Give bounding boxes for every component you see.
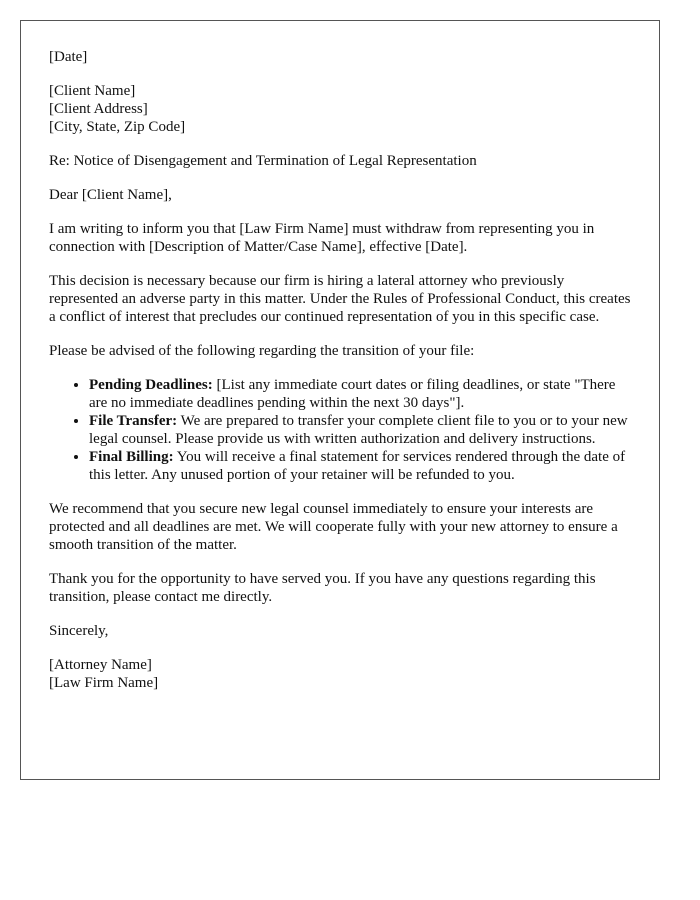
letter-document (20, 20, 660, 780)
salutation: Dear [Client Name], (49, 187, 172, 203)
paragraph-thanks: Thank you for the opportunity to have served you. If you have any questions regarding this transition, please contact me directly. (49, 571, 596, 605)
list-item-title: File Transfer: (89, 413, 178, 429)
list-item-title: Pending Deadlines: (89, 377, 213, 393)
recipient-block (49, 82, 631, 136)
recipient-name: [Client Name] (49, 83, 136, 99)
list-item-pending-deadlines (89, 376, 631, 412)
list-item-file-transfer (89, 412, 631, 448)
signature-name: [Attorney Name] (49, 657, 152, 673)
paragraph-transition-intro: Please be advised of the following regarding the transition of your file: (49, 343, 475, 359)
paragraph-withdrawal: I am writing to inform you that [Law Firm Name] must withdraw from representing you in connection with [Description of Matter/Case Name], effective [Date]. (49, 221, 595, 255)
paragraph-reason: This decision is necessary because our firm is hiring a lateral attorney who previously represented an adverse party in this matter. Under the Rules of Professional Conduct, this creates a conflict of interest that precludes our continued representation of you in this specific case. (49, 273, 631, 325)
recipient-address: [Client Address] (49, 101, 148, 117)
transition-list (49, 376, 631, 484)
signature-firm: [Law Firm Name] (49, 675, 159, 691)
list-item-text: [List any immediate court dates or filing deadlines, or state "There are no immediate deadlines pending within the next 30 days"]. (89, 377, 616, 411)
recipient-city-state-zip: [City, State, Zip Code] (49, 119, 186, 135)
list-item-text: We are prepared to transfer your complete client file to you or to your new legal counsel. Please provide us with written authorization and delivery instructions. (89, 413, 628, 447)
letter-date: [Date] (49, 49, 88, 65)
paragraph-recommendation: We recommend that you secure new legal counsel immediately to ensure your interests are protected and all deadlines are met. We will cooperate fully with your new attorney to ensure a smooth transition of the matter. (49, 501, 618, 553)
closing: Sincerely, (49, 623, 109, 639)
list-item-title: Final Billing: (89, 449, 174, 465)
signature-block (49, 656, 631, 692)
list-item-text: You will receive a final statement for services rendered through the date of this letter. Any unused portion of your retainer will be refunded to you. (89, 449, 626, 483)
list-item-final-billing (89, 448, 631, 484)
subject-line: Re: Notice of Disengagement and Termination of Legal Representation (49, 153, 477, 169)
